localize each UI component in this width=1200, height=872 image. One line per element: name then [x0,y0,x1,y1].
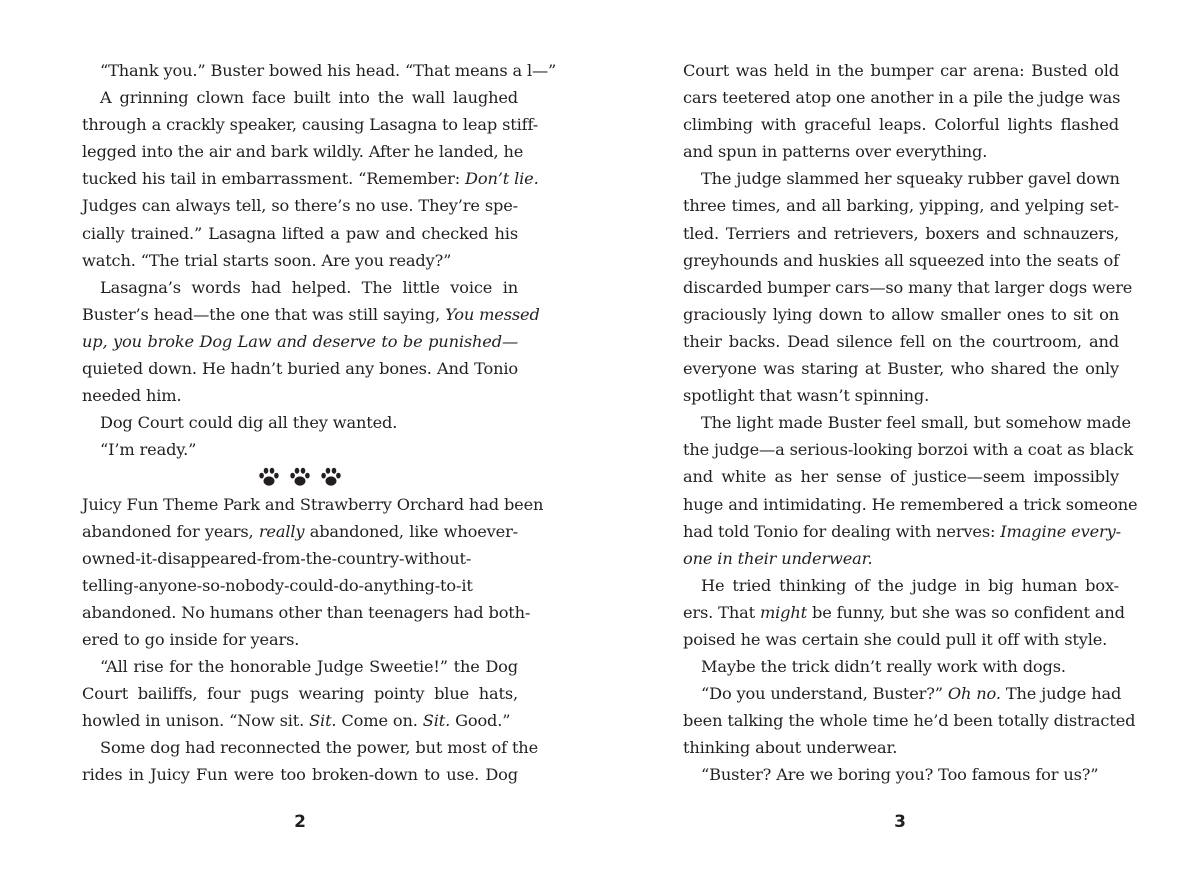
italic-text: Sit. [309,711,337,731]
text-run: tucked his tail in embarrassment. “Remember: [82,169,466,189]
text-run: tled. Terriers and retrievers, boxers and schnauzers, [683,223,1119,243]
text-line [683,192,1119,219]
text-line [82,138,524,165]
italic-text: Imagine every- [1000,521,1121,541]
text-line [683,491,1138,518]
text-run: ers. That [683,602,760,622]
text-run: abandoned. No humans other than teenagers had both- [82,602,531,622]
text-run: graciously lying down to allow smaller ones to sit on [683,304,1119,324]
text-run: thinking about underwear. [683,738,898,758]
text-run: watch. “The trial starts soon. Are you ready?” [82,250,452,270]
italic-text: Sit. [422,711,451,731]
text-line [82,761,518,788]
text-line [82,111,539,138]
italic-text: really [258,521,305,541]
text-line [82,328,518,355]
text-line [683,680,1122,707]
text-line [82,599,531,626]
text-line [683,463,1119,490]
text-run: The judge had [1000,684,1122,704]
text-run: discarded bumper cars—so many that larger dogs were [683,277,1133,297]
text-line [683,57,1119,84]
italic-text: Oh no. [947,684,1001,704]
italic-text: Don’t lie. [465,169,539,189]
text-run: abandoned for years, [82,521,259,541]
text-line [82,653,518,680]
text-run: quieted down. He hadn’t buried any bones. And Tonio [82,359,518,379]
page-number-right: 3 [894,812,906,832]
text-line [82,220,518,247]
text-run: Juicy Fun Theme Park and Strawberry Orchard had been [82,494,544,514]
text-line [683,761,1119,788]
text-run: Some dog had reconnected the power, but most of the [100,738,539,758]
text-run: A grinning clown face built into the wall laughed [100,88,518,108]
text-line [683,301,1119,328]
text-run: three times, and all barking, yipping, and yelping set- [683,196,1119,216]
text-run: cially trained.” Lasagna lifted a paw and checked his [82,223,518,243]
text-run: everyone was staring at Buster, who shared the only [683,359,1119,379]
text-run: howled in unison. “Now sit. [82,711,310,731]
text-run: Maybe the trick didn’t really work with dogs. [701,657,1066,677]
text-run: Court bailiffs, four pugs wearing pointy blue hats, [82,684,518,704]
italic-text: up, you broke Dog Law and deserve to be punished [82,331,502,351]
text-line [82,436,518,463]
text-run: Good.” [450,711,511,731]
left-page-text [82,57,557,789]
text-line [82,84,518,111]
text-line [683,707,1136,734]
paw-print-icon [289,467,311,487]
text-run: Judges can always tell, so there’s no use. They’re spe- [82,196,518,216]
text-run: “Do you understand, Buster?” [701,684,948,704]
text-line [82,192,518,219]
text-run: legged into the air and bark wildly. After he landed, he [82,142,524,162]
text-run: ered to go inside for years. [82,629,300,649]
text-run: huge and intimidating. He remembered a trick someone [683,494,1138,514]
text-line [82,518,518,545]
italic-text: might [759,602,808,622]
text-line [683,545,1119,572]
text-run: “All rise for the honorable Judge Sweetie!” the Dog [100,657,518,677]
scene-break-separator [82,463,518,490]
text-line [683,409,1131,436]
text-run: Lasagna’s words had helped. The little voice in [100,277,518,297]
text-line [82,626,518,653]
text-run: through a crackly speaker, causing Lasagna to leap stiff- [82,115,539,135]
text-run: spotlight that wasn’t spinning. [683,386,930,406]
text-run: climbing with graceful leaps. Colorful lights flashed [683,115,1119,135]
text-run: cars teetered atop one another in a pile the judge was [683,88,1121,108]
text-line [82,355,518,382]
text-line [82,734,539,761]
text-line [82,165,539,192]
text-run: He tried thinking of the judge in big human box- [701,575,1119,595]
text-line [683,247,1119,274]
text-line [82,247,518,274]
text-line [683,165,1119,192]
text-run: and white as her sense of justice—seem impossibly [683,467,1119,487]
right-page-text [683,57,1138,789]
text-line [683,220,1119,247]
text-run: The judge slammed her squeaky rubber gavel down [701,169,1120,189]
text-run: the judge—a serious-looking borzoi with a coat as black [683,440,1134,460]
text-run: — [501,331,518,351]
text-run: their backs. Dead silence fell on the courtroom, and [683,331,1119,351]
text-line [683,84,1119,111]
text-run: needed him. [82,386,182,406]
text-run: Dog Court could dig all they wanted. [100,413,398,433]
text-run: abandoned, like whoever- [304,521,518,541]
paw-print-icon [258,467,280,487]
text-line [683,138,1119,165]
text-line [82,409,518,436]
text-line [683,734,1119,761]
text-run: Court was held in the bumper car arena: Busted old [683,61,1119,80]
text-run: Come on. [336,711,423,731]
text-line [683,111,1119,138]
paw-print-icon [320,467,342,487]
text-run: rides in Juicy Fun were too broken-down to use. Dog [82,765,518,785]
text-line [683,599,1125,626]
text-line [82,707,518,734]
text-run: be funny, but she was so confident and [807,602,1125,622]
text-line [82,545,518,572]
page-number-left: 2 [294,812,306,832]
text-line [82,572,518,599]
text-line [82,274,518,301]
text-line [683,355,1119,382]
text-line [683,518,1119,545]
text-run: poised he was certain she could pull it off with style. [683,629,1108,649]
text-run: owned-it-disappeared-from-the-country-without- [82,548,472,568]
text-line [683,274,1133,301]
text-run: “Buster? Are we boring you? Too famous for us?” [701,765,1099,785]
text-line [82,382,518,409]
text-run: been talking the whole time he’d been totally distracted [683,711,1136,731]
text-line [82,57,557,84]
text-run: “Thank you.” Buster bowed his head. “That means a l—” [100,61,557,80]
text-line [82,301,540,328]
italic-text: You messed [445,304,540,324]
text-line [683,626,1119,653]
text-line [683,382,1119,409]
text-run: The light made Buster feel small, but somehow made [701,413,1131,433]
text-run: and spun in patterns over everything. [683,142,988,162]
text-line [683,572,1119,599]
italic-text: one in their underwear. [683,548,873,568]
text-line [683,328,1119,355]
text-run: “I’m ready.” [100,440,197,460]
text-run: Buster’s head—the one that was still saying, [82,304,446,324]
text-line [683,653,1119,680]
text-line [82,491,544,518]
text-line [82,680,518,707]
text-run: greyhounds and huskies all squeezed into the seats of [683,250,1119,270]
text-run: had told Tonio for dealing with nerves: [683,521,1001,541]
text-run: telling-anyone-so-nobody-could-do-anything-to-it [82,575,473,595]
text-line [683,436,1134,463]
